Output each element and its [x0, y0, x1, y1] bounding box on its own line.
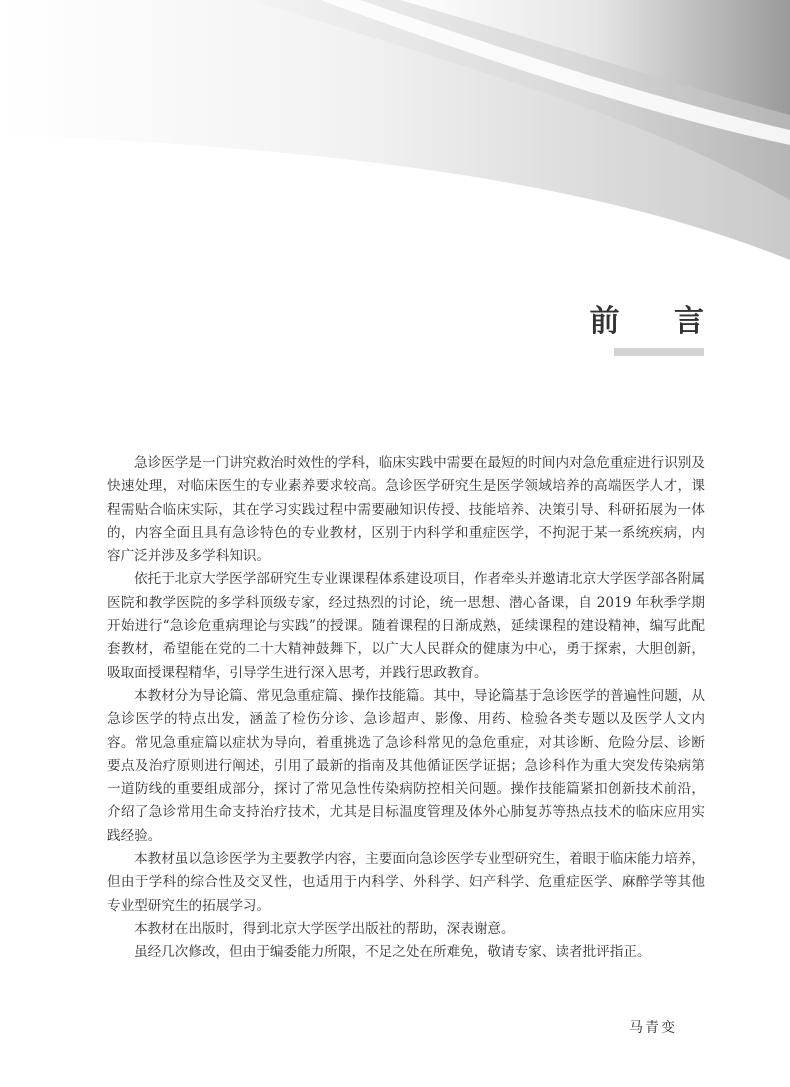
paragraph-2: 依托于北京大学医学部研究生专业课课程体系建设项目，作者牵头并邀请北京大学医学部各附属医院和教学医院的多学科顶级专家，经过热烈的讨论，统一思想、潜心备课，自 2019 年秋季学期开始进行“急诊危重病理论与实践”的授课。随着课程的日渐成熟，延续课程的建设精神，编写此配套教材，希望能在党的二十大精神鼓舞下，以广大人民群众的健康为中心，勇于探索，大胆创新，吸取面授课程精华，引导学生进行深入思考，并践行思政教育。 — [107, 571, 705, 681]
page-title: 前 言 — [589, 304, 726, 339]
paragraph-5: 本教材在出版时，得到北京大学医学出版社的帮助，深表谢意。 — [134, 920, 515, 937]
author-signature: 马青变 — [629, 1020, 677, 1036]
preface-body — [107, 452, 705, 965]
paragraph-4: 本教材虽以急诊医学为主要教学内容，主要面向急诊医学专业型研究生，着眼于临床能力培养，但由于学科的综合性及交叉性，也适用于内科学、外科学、妇产科学、危重症医学、麻醉学等其他专业型研究生的拓展学习。 — [107, 851, 705, 914]
paragraph-1: 急诊医学是一门讲究救治时效性的学科，临床实践中需要在最短的时间内对急危重症进行识别及快速处理，对临床医生的专业素养要求较高。急诊医学研究生是医学领域培养的高端医学人才，课程需贴合临床实际，其在学习实践过程中需要融知识传授、技能培养、决策引导、科研拓展为一体的，内容全面且具有急诊特色的专业教材，区别于内科学和重症医学，不拘泥于某一系统疾病，内容广泛并涉及多学科知识。 — [107, 455, 705, 565]
title-underline-bar — [614, 348, 704, 356]
paragraph-6: 虽经几次修改，但由于编委能力所限，不足之处在所难免，敬请专家、读者批评指正。 — [134, 944, 651, 961]
paragraph-3: 本教材分为导论篇、常见急重症篇、操作技能篇。其中，导论篇基于急诊医学的普遍性问题，从急诊医学的特点出发，涵盖了检伤分诊、急诊超声、影像、用药、检验各类专题以及医学人文内容。常见急重症篇以症状为导向，着重挑选了急诊科常见的急危重症，对其诊断、危险分层、诊断要点及治疗原则进行阐述，引用了最新的指南及其他循证医学证据；急诊科作为重大突发传染病第一道防线的重要组成部分，探讨了常见急性传染病防控相关问题。操作技能篇紧扣创新技术前沿，介绍了急诊常用生命支持治疗技术，尤其是目标温度管理及体外心肺复苏等热点技术的临床应用实践经验。 — [107, 687, 705, 844]
header-wave-decoration — [0, 0, 790, 270]
